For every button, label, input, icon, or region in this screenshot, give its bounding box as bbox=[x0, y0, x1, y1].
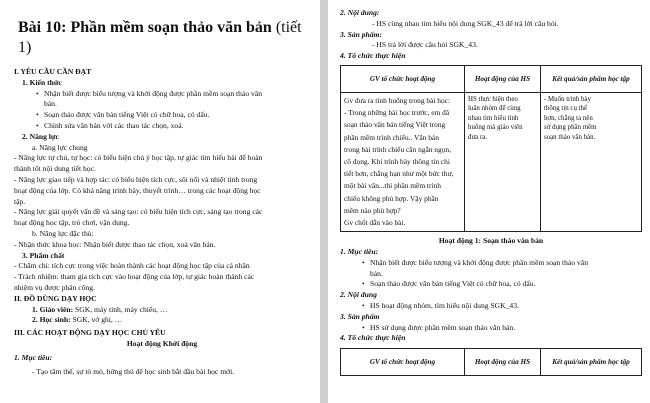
document-page-right bbox=[328, 0, 650, 403]
subsection-competence: 2. Năng lực bbox=[22, 131, 59, 141]
competence-line: tập. bbox=[14, 196, 26, 206]
subsection-knowledge: 1. Kiến thức bbox=[22, 77, 62, 87]
organization-label-2: 4. Tổ chức thực hiện bbox=[340, 333, 406, 343]
objective-item-1: • Nhận biết được biểu tượng và khởi động được phần mềm soạn thảo văn bbox=[340, 258, 642, 269]
specific-competence-heading: b. Năng lực đặc thù: bbox=[32, 228, 94, 238]
cell-line: phần mềm trình chiếu.. Văn bản bbox=[344, 132, 439, 142]
cell-line: HS thực hiện theo bbox=[468, 95, 518, 103]
cell-line: đưa ra. bbox=[468, 133, 488, 141]
warmup-objective-label: 1. Mục tiêu: bbox=[14, 352, 53, 362]
materials-teacher-label: 1. Giáo viên: bbox=[32, 304, 74, 314]
general-competence-heading: a. Năng lực chung bbox=[32, 142, 88, 152]
materials-teacher-text: SGK, máy tính, máy chiếu, … bbox=[73, 304, 168, 314]
competence-line: hoạt động của lớp. Có khả năng trình bày, thuyết trình… trong các hoạt động học bbox=[14, 185, 261, 195]
content-label: 2. Nội dung: bbox=[340, 8, 380, 17]
section-activities: III. CÁC HOẠT ĐỘNG DẠY HỌC CHỦ YẾU bbox=[14, 328, 166, 338]
table-header-teacher: GV tổ chức hoạt động bbox=[341, 65, 465, 92]
cell-line: hơn, chẳng ta nên bbox=[544, 114, 593, 122]
activity-table-warmup bbox=[340, 65, 642, 232]
materials-student-text: SGK, vở ghi, … bbox=[70, 315, 123, 325]
cell-line: soạn thảo văn bản. bbox=[544, 133, 596, 141]
knowledge-item-1-cont: bản. bbox=[44, 99, 57, 109]
content-label-2: 2. Nội dung bbox=[340, 290, 377, 300]
cell-line: cô đọng. Khi trình bày thông tin chi bbox=[344, 157, 450, 166]
table-header-result: Kết quả/sản phẩm học tập bbox=[541, 65, 642, 92]
product-label-2: 3. Sản phẩm bbox=[340, 311, 380, 321]
quality-line: - Chăm chỉ: tích cực trong việc hoàn thành các hoạt động học tập của cá nhân bbox=[14, 261, 250, 271]
objective-item-1-cont: bản. bbox=[370, 268, 383, 278]
content-text: - HS cùng nhau tìm hiểu nội dung SGK_43 để trả lời câu hỏi. bbox=[372, 18, 559, 28]
cell-line: một bài văn...thì phần mềm trình bbox=[344, 181, 441, 191]
objective-label: 1. Mục tiêu: bbox=[340, 247, 379, 257]
lesson-title-period: (tiết 1) bbox=[18, 19, 302, 56]
product-text: - HS trả lời được câu hỏi SGK_43. bbox=[372, 40, 478, 50]
cell-line: mềm nào phù hợp? bbox=[344, 205, 401, 215]
quality-line: - Trách nhiệm: tham gia tích cực vào hoạt động của lớp, tự giác hoàn thành các bbox=[14, 272, 255, 282]
table-header-student: Hoạt động của HS bbox=[465, 65, 541, 92]
cell-line: luân nhóm để cùng bbox=[468, 105, 521, 113]
materials-student-label: 2. Học sinh: bbox=[32, 315, 71, 325]
table-header-row bbox=[341, 349, 642, 376]
organization-label: 4. Tổ chức thực hiện bbox=[340, 51, 406, 61]
cell-line: Gv đưa ra tình huống trong bài học: bbox=[344, 95, 451, 105]
section-requirements: I. YÊU CẦU CẦN ĐẠT bbox=[14, 67, 92, 76]
knowledge-item-2: • Soạn thảo được văn bản tiếng Việt có chữ hoa, có dấu. bbox=[14, 110, 310, 121]
table-row bbox=[341, 92, 642, 231]
warmup-activity-heading: Hoạt động Khởi động bbox=[126, 338, 198, 348]
result-cell bbox=[541, 92, 642, 231]
table-header-student: Hoạt động của HS bbox=[465, 349, 541, 376]
competence-line: thành tốt nội dung tiết học. bbox=[14, 164, 96, 174]
quality-line: nhiệm vụ được phân công. bbox=[14, 282, 95, 292]
cell-line: thông tin cụ thể bbox=[544, 105, 588, 113]
competence-line: - Năng lực tự chủ, tự học: có biểu hiện chủ ý học tập, tự giác tìm hiểu bài để hoàn bbox=[14, 153, 263, 163]
cell-line: - Muốn trình bày bbox=[544, 95, 591, 103]
materials-student bbox=[14, 315, 310, 326]
knowledge-item-3: • Chỉnh sửa văn bản với các thao tác chọn, xoá. bbox=[14, 121, 310, 132]
cell-line: - Trong những bài học trước, em đã bbox=[344, 108, 450, 118]
cell-line: sử dụng phần mềm bbox=[544, 124, 597, 132]
cell-line: Gv chốt dẫn vào bài. bbox=[344, 218, 406, 228]
competence-line: hoạt động học tập, trò chơi, vận dụng. bbox=[14, 218, 130, 228]
teacher-activity-cell bbox=[341, 92, 465, 231]
materials-teacher bbox=[14, 305, 310, 316]
knowledge-item-1: • Nhận biết được biểu tượng và khởi động được phần mềm soạn thảo văn bbox=[14, 89, 310, 100]
document-page-left bbox=[0, 0, 320, 403]
activity-1-heading: Hoạt động 1: Soạn thảo văn bản bbox=[438, 236, 544, 246]
cell-line: trong bài trình chiếu cần ngắn ngọn, bbox=[344, 144, 451, 154]
lesson-title bbox=[18, 18, 310, 58]
lesson-title-main: Bài 10: Phần mềm soạn thảo văn bản bbox=[18, 19, 272, 36]
competence-line: - Năng lực giải quyết vấn đề và sáng tạo: có biểu hiện tích cực, sáng tạo trong các bbox=[14, 207, 263, 217]
section-materials: II. ĐỒ DÙNG DẠY HỌC bbox=[14, 293, 97, 303]
objective-item-2: • Soạn thảo được văn bản tiếng Việt có chữ hoa, có dấu. bbox=[340, 279, 642, 290]
cell-line: nhau tìm hiểu tình bbox=[468, 114, 519, 122]
cell-line: chiếu không phù hợp. Vậy phần bbox=[344, 193, 439, 203]
cell-line: huống mà giáo viên bbox=[468, 124, 523, 132]
product-item: • HS sử dụng được phần mềm soạn thảo văn bản. bbox=[340, 323, 642, 334]
product-label: 3. Sản phẩm: bbox=[340, 29, 382, 39]
student-activity-cell bbox=[465, 92, 541, 231]
competence-line: - Năng lực giao tiếp và hợp tác: có biểu hiện tích cực, sôi nổi và nhiệt tình trong bbox=[14, 174, 258, 184]
cell-line: soạn thảo văn bản tiếng Việt trong bbox=[344, 120, 446, 130]
table-header-teacher: GV tổ chức hoạt động bbox=[341, 349, 465, 376]
table-header-result: Kết quả/sản phẩm học tập bbox=[541, 349, 642, 376]
subsection-qualities: 3. Phẩm chất bbox=[22, 250, 65, 260]
activity-table-1 bbox=[340, 348, 642, 376]
table-header-row bbox=[341, 65, 642, 92]
cell-line: tiết hơn, chẳng hạn như một bức thư, bbox=[344, 169, 454, 179]
warmup-objective-text: - Tạo tâm thế, sự tò mò, hứng thú để học sinh bắt đầu bài học mới. bbox=[32, 366, 235, 376]
competence-line: - Nhận thức khoa học: Nhận biết được thao tác chọn, xoá văn bản. bbox=[14, 239, 216, 249]
content-item: • HS hoạt động nhóm, tìm hiểu nội dung SGK_43. bbox=[340, 301, 642, 312]
